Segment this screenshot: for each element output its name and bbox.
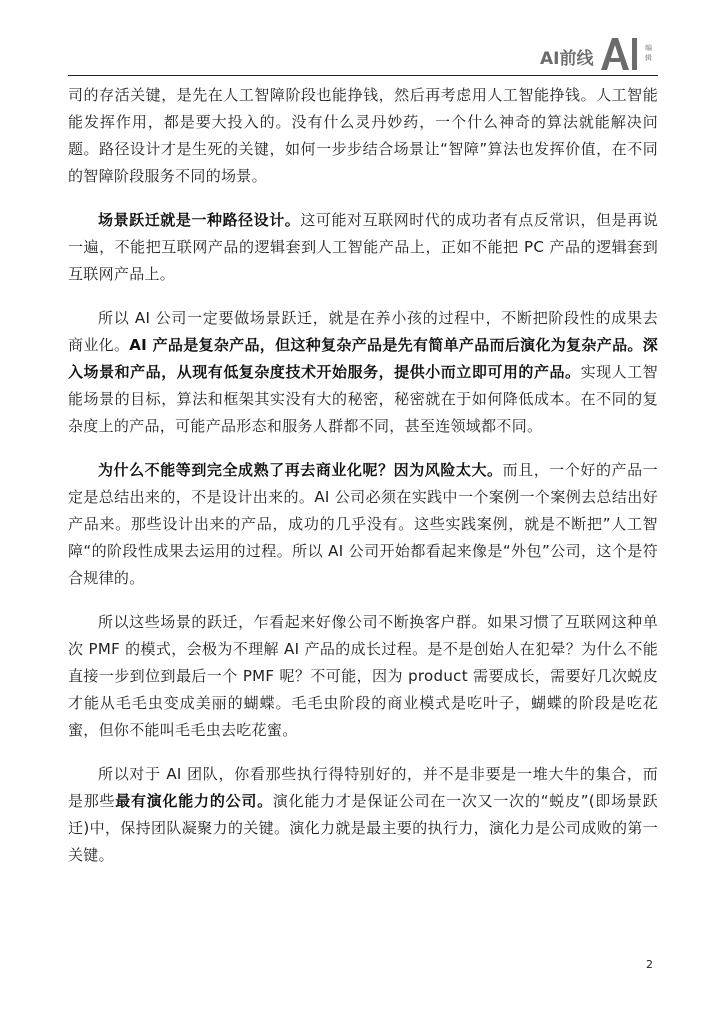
paragraph — [68, 761, 658, 869]
ai-frontline-logo — [540, 36, 663, 72]
bold-text: 最有演化能力的公司。 — [115, 792, 273, 810]
body-text: 所以这些场景的跃迁，乍看起来好像公司不断换客户群。如果习惯了互联网这种单次 PMF 的模式，会极为不理解 AI 产品的成长过程。是不是创始人在犯晕？为什么不能直接一步到位到最后一个 PMF 呢？不可能，因为 product 需要成长，需要好几次蜕皮才能从毛毛虫变成美丽的蝴蝶。毛毛虫阶段的商业模式是吃叶子，蝴蝶的阶段是吃花蜜，但你不能叫毛毛虫去吃花蜜。 — [68, 613, 658, 739]
page-number: 2 — [646, 958, 653, 971]
paragraph — [68, 207, 658, 288]
header-divider — [68, 75, 658, 76]
paragraph — [68, 82, 658, 190]
body-text: 而且，一个好的产品一定是总结出来的，不是设计出来的。AI 公司必须在实践中一个案例一个案例去总结出好产品来。那些设计出来的产品，成功的几乎没有。这些实践案例，就是不断把”人工智障“的阶段性成果去运用的过程。所以 AI 公司开始都看起来像是“外包”公司，这个是符合规律的。 — [68, 461, 658, 587]
body-text: 所以 AI 公司一定要做场景跃迁，就是在养小孩的过程中，不断把阶段性的成果去商业化。 — [68, 309, 658, 354]
body-text: 演化能力才是保证公司在一次又一次的“蜕皮”(即场景跃迁)中，保持团队凝聚力的关键。演化力就是最主要的执行力，演化力是公司成败的第一关键。 — [68, 792, 658, 864]
bold-text: 场景跃迁就是一种路径设计。 — [98, 211, 301, 229]
body-text: 这可能对互联网时代的成功者有点反常识，但是再说一遍，不能把互联网产品的逻辑套到人工智能产品上，正如不能把 PC 产品的逻辑套到互联网产品上。 — [68, 211, 659, 283]
body-text: 实现人工智能场景的目标，算法和框架其实没有大的秘密，秘密就在于如何降低成本。在不同的复杂度上的产品，可能产品形态和服务人群都不同，甚至连领域都不同。 — [68, 363, 658, 435]
paragraph — [68, 305, 658, 440]
paragraph — [68, 457, 658, 592]
logo-sub-char-1: 编 — [645, 44, 653, 52]
document-body — [68, 82, 658, 886]
ai-logo-mark-icon — [599, 36, 663, 72]
logo-text: AI前线 — [540, 49, 594, 69]
logo-sub-char-2: 辑 — [645, 54, 653, 62]
body-text: 所以对于 AI 团队，你看那些执行得特别好的，并不是非要是一堆大牛的集合，而是那些 — [68, 765, 658, 810]
bold-text: AI 产品是复杂产品，但这种复杂产品是先有简单产品而后演化为复杂产品。深入场景和产品，从现有低复杂度技术开始服务，提供小而立即可用的产品。 — [68, 336, 658, 381]
body-text: 司的存活关键，是先在人工智障阶段也能挣钱，然后再考虑用人工智能挣钱。人工智能能发挥作用，都是要大投入的。没有什么灵丹妙药，一个什么神奇的算法就能解决问题。路径设计才是生死的关键，如何一步步结合场景让“智障”算法也发挥价值，在不同的智障阶段服务不同的场景。 — [68, 86, 658, 185]
paragraph — [68, 609, 658, 744]
bold-text: 为什么不能等到完全成熟了再去商业化呢？因为风险太大。 — [98, 461, 503, 479]
